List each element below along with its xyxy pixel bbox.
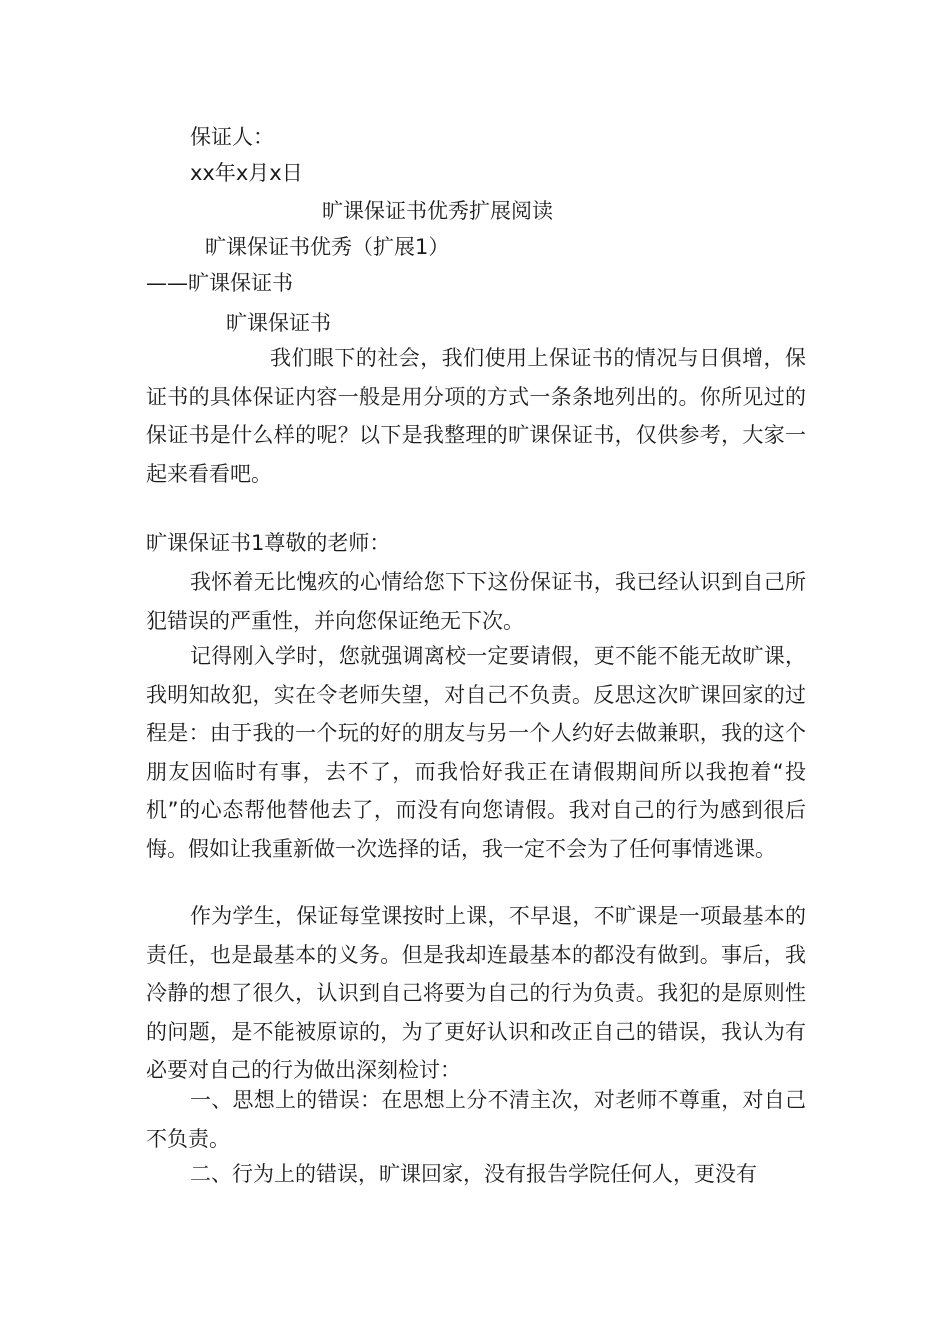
guarantor-label: 保证人： [190, 125, 274, 149]
date-line: xx年x月x日 [190, 161, 303, 185]
section-subtitle: 旷课保证书优秀（扩展1） [205, 235, 450, 259]
doc-title: 旷课保证书 [226, 311, 331, 335]
letter-paragraph-3: 作为学生，保证每堂课按时上课，不早退，不旷课是一项最基本的责任，也是最基本的义务。但是我却连最基本的都没有做到。事后，我冷静的想了很久，认识到自己将要为自己的行为负责。我犯的是原则性的问题，是不能被原谅的，为了更好认识和改正自己的错误，我认为有必要对自己的行为做出深刻检讨： [146, 904, 806, 1082]
letter-paragraph-5: 二、行为上的错误，旷课回家，没有报告学院任何人，更没有 [190, 1162, 757, 1186]
letter-paragraph-4: 一、思想上的错误：在思想上分不清主次，对老师不尊重，对自己不负责。 [146, 1088, 806, 1151]
letter-heading: 旷课保证书1尊敬的老师： [146, 531, 391, 555]
intro-paragraph: 我们眼下的社会，我们使用上保证书的情况与日俱增，保证书的具体保证内容一般是用分项的方式一条条地列出的。你所见过的保证书是什么样的呢？以下是我整理的旷课保证书，仅供参考，大家一起来看看吧。 [146, 346, 806, 486]
letter-paragraph-2: 记得刚入学时，您就强调离校一定要请假，更不能不能无故旷课，我明知故犯，实在令老师失望，对自己不负责。反思这次旷课回家的过程是：由于我的一个玩的好的朋友与另一个人约好去做兼职，我的这个朋友因临时有事，去不了，而我恰好我正在请假期间所以我抱着“投机”的心态帮他替他去了，而没有向您请假。我对自己的行为感到很后悔。假如让我重新做一次选择的话，我一定不会为了任何事情逃课。 [146, 644, 806, 861]
dash-heading: ——旷课保证书 [146, 271, 293, 295]
section-title: 旷课保证书优秀扩展阅读 [322, 199, 553, 223]
letter-paragraph-1: 我怀着无比愧疚的心情给您下下这份保证书，我已经认识到自己所犯错误的严重性，并向您保证绝无下次。 [146, 570, 806, 633]
